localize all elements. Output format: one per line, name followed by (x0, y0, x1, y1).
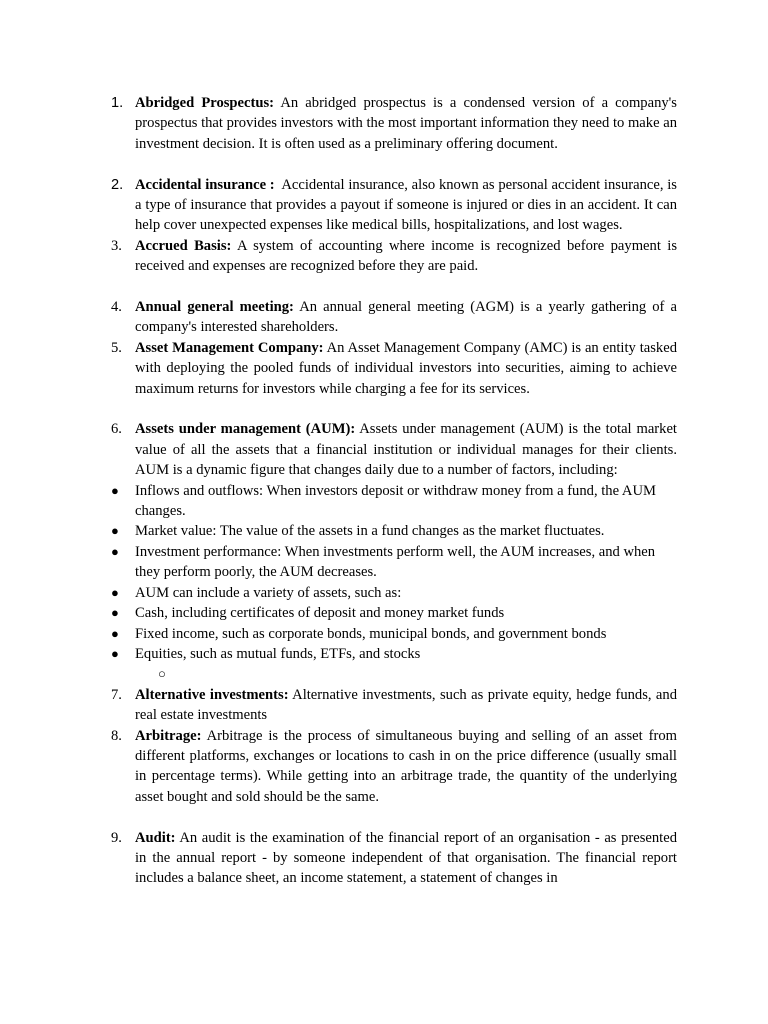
term-label: Assets under management (AUM): (135, 421, 356, 438)
definition-text: Accidental insurance, also known as personal accident insurance, is a type of insurance that provides a payout if someone is injured or dies in an accident. It can help cover unexpected expenses like medical bills, hospitalizations, and lost wages. (135, 176, 681, 234)
term-label: Accrued Basis: (135, 237, 232, 254)
term-label: Arbitrage: (135, 727, 202, 744)
list-item-abridged-prospectus (0, 93, 768, 154)
bullet-item (0, 481, 768, 522)
list-item-audit (0, 828, 768, 889)
spacer (0, 277, 768, 297)
list-number: 9. (111, 829, 122, 846)
bullet-icon: ● (111, 605, 119, 621)
bullet-icon: ● (111, 645, 119, 661)
list-number: 8. (111, 727, 122, 744)
bullet-text: Inflows and outflows: When investors deposit or withdraw money from a fund, the AUM changes. (135, 482, 656, 520)
bullet-item (0, 624, 768, 644)
bullet-text: Market value: The value of the assets in a fund changes as the market fluctuates. (135, 523, 605, 540)
bullet-text: Cash, including certificates of deposit and money market funds (135, 605, 505, 622)
list-item-asset-management-company (0, 338, 768, 399)
spacer (0, 154, 768, 174)
bullet-icon: ● (111, 584, 119, 600)
definition-text: Assets under management (AUM) is the total market value of all the assets that a financial institution or individual manages for their clients. AUM is a dynamic figure that changes daily due to a number of factors, including: (135, 421, 677, 479)
list-item-accrued-basis (0, 236, 768, 277)
spacer (0, 807, 768, 827)
list-number: 3. (111, 237, 122, 254)
bullet-icon: ● (111, 625, 119, 641)
definition-text: An Asset Management Company (AMC) is an entity tasked with deploying the pooled funds of individual investors into securities, aiming to achieve maximum returns for investors while charging a fee for its services. (135, 339, 677, 397)
bullet-item (0, 542, 768, 583)
definition-text: A system of accounting where income is recognized before payment is received and expenses are recognized before they are paid. (135, 237, 677, 275)
term-label: Audit: (135, 829, 176, 846)
term-label: Abridged Prospectus: (135, 95, 275, 111)
list-number: 2. (111, 176, 124, 193)
bullet-item (0, 583, 768, 603)
list-number: 5. (111, 339, 122, 356)
bullet-text: Investment performance: When investments perform well, the AUM increases, and when they perform poorly, the AUM decreases. (135, 543, 656, 581)
bullet-text: Equities, such as mutual funds, ETFs, and stocks (135, 645, 421, 662)
definition-text: An audit is the examination of the financial report of an organisation - as presented in the annual report - by someone independent of that organisation. The financial report includes a balance sheet, an income statement, a statement of changes in (135, 829, 677, 887)
bullet-item (0, 521, 768, 541)
bullet-icon: ● (111, 523, 119, 539)
list-item-assets-under-management (0, 419, 768, 480)
term-label: Asset Management Company: (135, 339, 324, 356)
list-item-annual-general-meeting (0, 297, 768, 338)
list-item-accidental-insurance (0, 175, 768, 236)
term-label: Accidental insurance : (135, 176, 275, 193)
bullet-icon: ● (111, 482, 119, 498)
list-item-alternative-investments (0, 685, 768, 726)
bullet-icon: ● (111, 543, 119, 559)
document-page (0, 93, 768, 889)
definition-text: Alternative investments, such as private equity, hedge funds, and real estate investments (135, 686, 678, 724)
list-number: 6. (111, 421, 122, 438)
definition-text: An annual general meeting (AGM) is a yearly gathering of a company's interested shareholders. (135, 299, 677, 336)
list-item-arbitrage (0, 726, 768, 808)
definition-text: Arbitrage is the process of simultaneous buying and selling of an asset from different platforms, exchanges or locations to cash in on the price difference (usually small in percentage terms). While getting into an arbitrage trade, the quantity of the underlying asset bought and sold should be the same. (135, 727, 677, 805)
list-number: 7. (111, 686, 122, 703)
list-number: 4. (111, 299, 122, 316)
bullet-text: AUM can include a variety of assets, such as: (135, 584, 402, 601)
term-label: Alternative investments: (135, 686, 289, 703)
spacer (0, 399, 768, 419)
term-label: Annual general meeting: (135, 299, 294, 316)
hollow-circle-bullet-icon: ○ (158, 666, 166, 682)
empty-sub-bullet (0, 664, 768, 684)
bullet-text: Fixed income, such as corporate bonds, municipal bonds, and government bonds (135, 625, 607, 642)
definition-text: An abridged prospectus is a condensed version of a company's prospectus that provides investors with the most important information they need to make an investment decision. It is often used as a preliminary offering document. (135, 95, 677, 152)
bullet-item (0, 603, 768, 623)
list-number: 1. (111, 95, 124, 111)
bullet-item (0, 644, 768, 664)
